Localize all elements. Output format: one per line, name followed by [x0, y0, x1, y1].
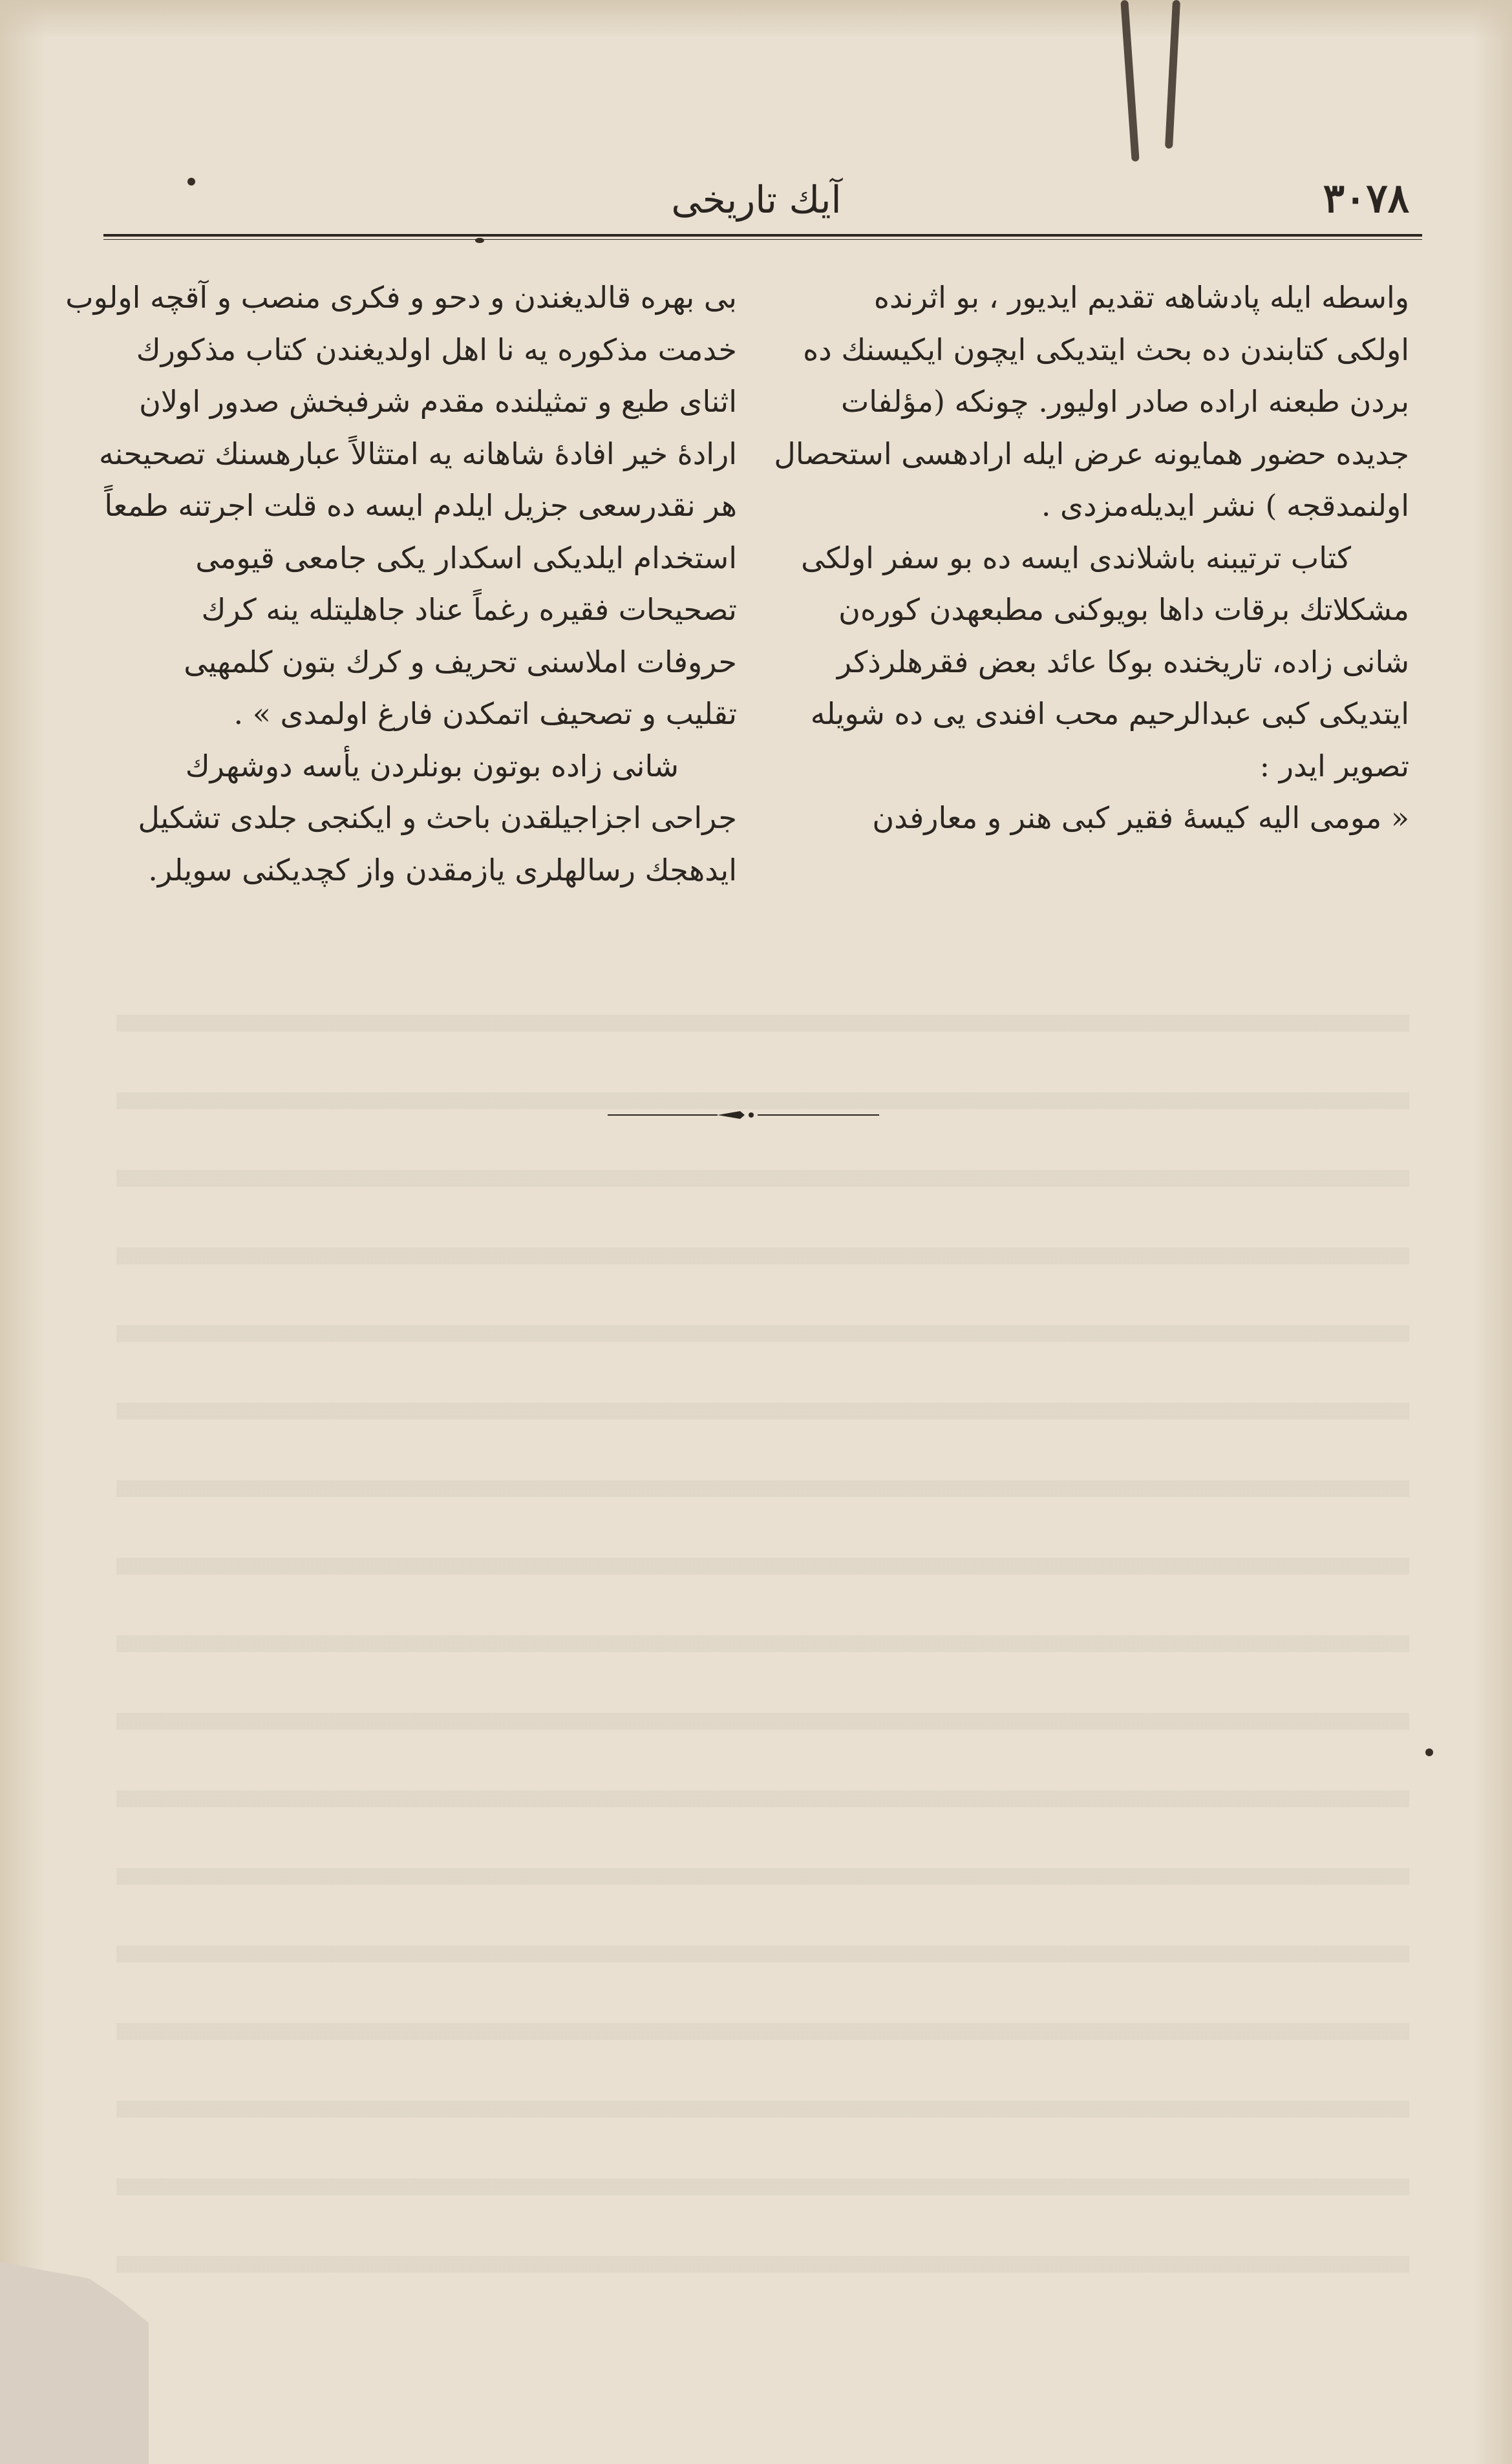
- text-line: كتاب ترتيبنه باشلاندى ايسه ده بو سفر اولكى: [801, 540, 1351, 575]
- text-line: شانى زاده، تاريخنده بوكا عائد بعض فقرهلرذكر: [836, 644, 1409, 679]
- text-line: جديده حضور همايونه عرض ايله ارادهسى استحصال: [774, 436, 1409, 471]
- page-number: ٣٠٧٨: [1323, 175, 1409, 222]
- text-line: ارادهٔ خير افادهٔ شاهانه يه امتثالاً عبارهسنك تصحيحنه: [99, 436, 737, 471]
- ink-speck: [1425, 1748, 1433, 1756]
- text-line: حروفات املاسنى تحريف و كرك بتون كلمهيى: [184, 644, 737, 679]
- right-text-column: [774, 271, 1409, 844]
- left-text-column: [65, 271, 737, 896]
- text-line: واسطه ايله پادشاهه تقديم ايديور ، بو اثرنده: [873, 280, 1409, 315]
- text-line: تصحيحات فقيره رغماً عناد جاهليتله ينه كرك: [201, 592, 737, 627]
- section-divider-ornament: [608, 1109, 879, 1121]
- text-line: ايتديكى كبى عبدالرحيم محب افندى يى ده شويله: [810, 696, 1409, 731]
- header-rule: [103, 234, 1422, 237]
- ink-speck: [187, 178, 195, 186]
- text-line: جراحى اجزاجيلقدن باحث و ايكنجى جلدى تشكيل: [138, 800, 737, 835]
- text-line: مشكلاتك برقات داها بويوكنى مطبعهدن كورەن: [838, 592, 1409, 627]
- text-line: اثناى طبع و تمثيلنده مقدم شرفبخش صدور اولان: [139, 384, 737, 419]
- text-line: شانى زاده بوتون بونلردن يأسه دوشهرك: [185, 748, 679, 783]
- text-line: بى بهره قالديغندن و دحو و فكرى منصب و آقچه اولوب: [65, 280, 737, 315]
- paper-edge-left: [0, 0, 45, 2464]
- text-line: « مومى اليه كيسهٔ فقير كبى هنر و معارفدن: [872, 800, 1409, 835]
- text-line: ايدهجك رسالهلرى يازمقدن واز كچديكنى سويلر.: [148, 852, 737, 887]
- text-line: بردن طبعنه اراده صادر اوليور. چونكه (مؤلفات: [840, 384, 1409, 419]
- text-line: تصوير ايدر :: [1259, 748, 1409, 783]
- text-line: استخدام ايلديكى اسكدار يكى جامعى قيومى: [195, 540, 737, 575]
- paper-edge-right: [1473, 0, 1512, 2464]
- bleed-through-text-shadow: [116, 970, 1409, 2295]
- paper-edge-top: [0, 0, 1512, 39]
- text-line: تقليب و تصحيف اتمكدن فارغ اولمدى » .: [233, 696, 737, 731]
- text-line: اولنمدقجه ) نشر ايديلەمزدى .: [1041, 488, 1409, 523]
- text-line: اولكى كتابندن ده بحث ايتديكى ايچون ايكيسنك ده: [803, 332, 1409, 367]
- running-title: آيك تاريخى: [671, 178, 842, 222]
- text-line: خدمت مذكوره يه نا اهل اولديغندن كتاب مذكورك: [136, 332, 737, 367]
- text-line: هر نقدرسعى جزيل ايلدم ايسه ده قلت اجرتنه طمعاً: [104, 488, 737, 523]
- header-rule-thin: [103, 239, 1422, 240]
